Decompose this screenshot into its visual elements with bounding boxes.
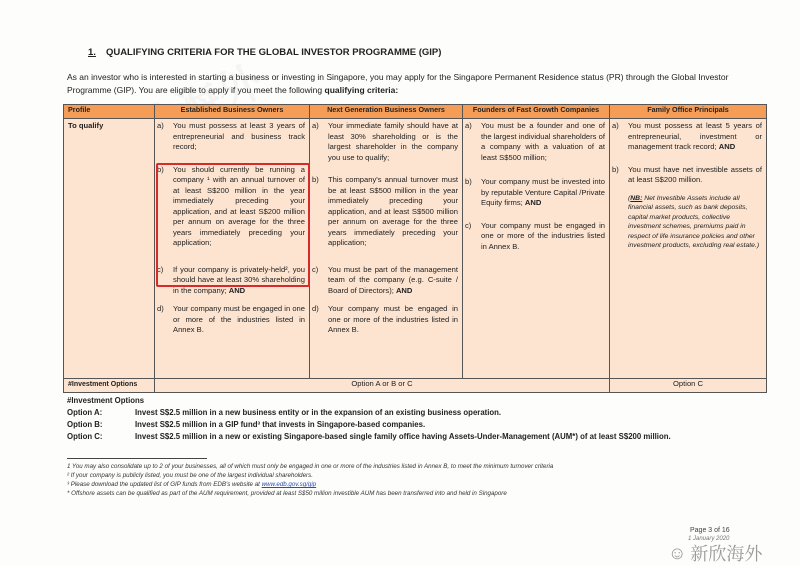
criteria-item — [310, 302, 462, 342]
wechat-icon: ☺ — [668, 542, 687, 563]
table-row — [64, 379, 767, 393]
option-value: Invest S$2.5 million in a new business entity or in the expansion of an existing business operation. — [135, 408, 502, 417]
section-heading — [88, 47, 441, 58]
header-family: Family Office Principals — [610, 105, 767, 119]
criteria-item — [310, 119, 462, 173]
item-letter: b) — [465, 177, 472, 186]
item-text: If your company is privately-held², you should have at least 30% shareholding in the company; AND — [173, 264, 305, 295]
footnote-2: ² If your company is publicly listed, you must be one of the largest individual shareholders. — [67, 472, 313, 479]
item-letter: a) — [612, 121, 619, 130]
item-letter: a) — [465, 121, 472, 130]
footnote-4: * Offshore assets can be qualified as part of the AUM requirement, provided at least S$50 million investible AUM has been transferred into and held in Singapore — [67, 490, 507, 497]
item-letter: c) — [157, 264, 164, 274]
item-letter: d) — [312, 304, 319, 313]
item-letter: c) — [312, 264, 319, 274]
item-text: You must have net investible assets of at least S$200 million. — [628, 164, 762, 184]
criteria-item — [610, 163, 766, 192]
nextgen-cell — [310, 119, 463, 379]
criteria-item — [155, 302, 309, 342]
item-letter: d) — [157, 304, 164, 313]
option-value: Invest S$2.5 million in a new or existing Singapore-based single family office having Assets-Under-Management (AUM*) of at least S$200 million. — [135, 432, 671, 441]
item-text: Your immediate family should have at least 30% shareholding or is the largest shareholder in the company you use to qualify; — [328, 121, 458, 162]
item-text: You should currently be running a company ¹ with an annual turnover of at least S$200 million in the year immediately preceding your application, and at least S$200 million per annum on average for the three years immediately preceding your application; — [173, 164, 305, 247]
page-number: Page 3 of 16 — [690, 527, 730, 534]
item-text: Your company must be invested into by reputable Venture Capital /Private Equity firms; AND — [481, 177, 605, 207]
intro-text: As an investor who is interested in starting a business or investing in Singapore, you may apply for the Singapore Permanent Residence status (PR) through the Global Investor Programme (GIP). You are eligible to apply if you meet the following — [67, 72, 729, 95]
footnote-3 — [67, 480, 553, 489]
criteria-item — [310, 263, 462, 303]
footnote-1: 1 You may also consolidate up to 2 of your businesses, all of which must only be engaged in one or more of the industries listed in Annex B, to meet the minimum turnover criteria — [67, 463, 554, 470]
footnote-divider — [67, 458, 207, 459]
row-label: #Investment Options — [68, 381, 138, 388]
intro-bold: qualifying criteria: — [324, 85, 399, 95]
item-text: This company's annual turnover must be at least S$500 million in the year immediately preceding your application, and at least S$500 million per annum on average for the three years immediately preceding your application; — [328, 175, 458, 247]
section-title: QUALIFYING CRITERIA FOR THE GLOBAL INVESTOR PROGRAMME (GIP) — [105, 47, 442, 58]
founders-cell — [463, 119, 610, 379]
item-letter: b) — [312, 175, 319, 184]
item-text: Your company must be engaged in one or more of the industries listed in Annex B. — [328, 304, 458, 334]
options-abc-cell: Option A or B or C — [155, 379, 610, 393]
footnote-3-text: ³ Please download the updated list of GIP funds from EDB's website at — [67, 481, 262, 488]
option-key: Option C: — [67, 432, 103, 441]
option-key: Option B: — [67, 420, 103, 429]
item-text: You must possess at least 3 years of entrepreneurial and business track record; — [173, 121, 305, 151]
item-text: Your company must be engaged in one or more of the industries listed in Annex B. — [481, 220, 605, 251]
red-highlight-box — [156, 163, 310, 287]
item-text: Your company must be engaged in one or more of the industries listed in Annex B. — [173, 304, 305, 334]
item-text: You must be a founder and one of the largest individual shareholders of a company with a valuation of at least S$500 million; — [481, 121, 605, 162]
page-date: 1 January 2020 — [688, 536, 730, 542]
family-cell — [610, 119, 767, 379]
criteria-item — [463, 175, 609, 219]
options-title: #Investment Options — [67, 396, 145, 405]
header-nextgen: Next Generation Business Owners — [310, 105, 463, 119]
watermark-logo — [668, 540, 762, 565]
intro-paragraph — [67, 71, 767, 97]
nb-text: Net Investible Assets include all financial assets, such as bank deposits, capital market products, collective investment schemes, premiums paid in respect of life insurance policies and other investment products, excluding real estate.) — [628, 194, 760, 249]
criteria-item — [610, 119, 766, 163]
options-c-cell: Option C — [610, 379, 767, 393]
header-established: Established Business Owners — [155, 105, 310, 119]
nb-label: NB: — [630, 194, 643, 202]
option-row — [67, 407, 671, 419]
criteria-item — [463, 119, 609, 175]
item-letter: c) — [465, 220, 472, 230]
logo-text: 新欣海外 — [690, 544, 763, 564]
criteria-item — [155, 119, 309, 163]
gip-funds-link[interactable]: www.edb.gov.sg/gip — [261, 481, 317, 488]
item-letter: b) — [612, 164, 619, 174]
investment-options — [67, 395, 671, 443]
option-key: Option A: — [67, 408, 103, 417]
criteria-item — [463, 219, 609, 259]
footnotes — [67, 462, 553, 498]
criteria-item — [310, 173, 462, 263]
item-letter: b) — [157, 164, 164, 174]
family-nb-note: (NB: Net Investible Assets include all financial assets, such as bank deposits, capital market products, collective investment schemes, premiums paid in respect of life insurance policies and other investment products, excluding real estate.) — [628, 194, 760, 249]
item-text: You must be part of the management team of the company (e.g. C-suite / Board of Directors); AND — [328, 264, 458, 295]
header-founders: Founders of Fast Growth Companies — [463, 105, 610, 119]
section-number: 1. — [88, 47, 96, 58]
table-header-row — [64, 105, 767, 119]
item-letter: a) — [157, 121, 164, 130]
option-row — [67, 419, 671, 431]
option-row — [67, 431, 671, 443]
option-value: Invest S$2.5 million in a GIP fund³ that invests in Singapore-based companies. — [135, 420, 426, 429]
row-label: To qualify — [68, 121, 104, 130]
item-letter: a) — [312, 121, 319, 130]
header-profile: Profile — [64, 105, 155, 119]
item-text: You must possess at least 5 years of entrepreneurial, investment or management track record; AND — [628, 121, 762, 151]
